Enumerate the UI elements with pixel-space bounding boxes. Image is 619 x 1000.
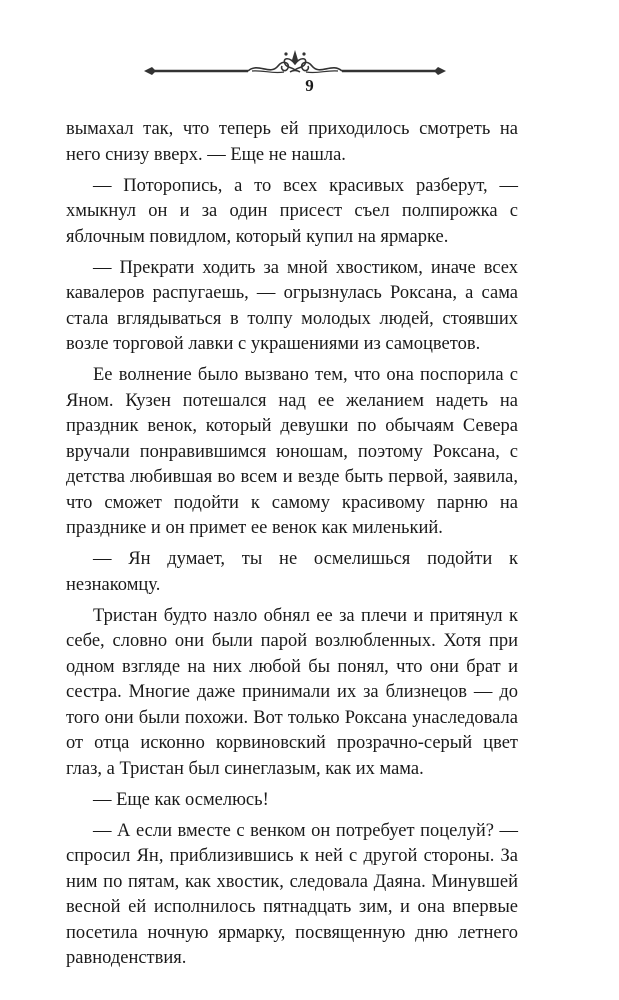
body-text: [66, 117, 518, 977]
page-number: 9: [305, 76, 314, 95]
paragraph: вымахал так, что теперь ей приходилось смотреть на него снизу вверх. — Еще не нашла.: [66, 119, 518, 165]
paragraph: — А если вместе с венком он потребует поцелуй? — спросил Ян, приблизившись к ней с другой стороны. За ним по пятам, как хвостик, следовала Даяна. Минувшей весной ей исполнилось пятнадцать зим, и она впервые посетила ночную ярмарку, посвященную дню летнего равноденствия.: [66, 820, 518, 968]
paragraph: Ее волнение было вызвано тем, что она поспорила с Яном. Кузен потешался над ее желанием надеть на праздник венок, который девушки по обычаям Севера вручали понравившимся юношам, поэтому Роксана, с детства любившая во всем и везде быть первой, заявила, что сможет подойти к самому красивому парню на празднике и он примет ее венок как миленький.: [66, 365, 518, 538]
paragraph: — Еще как осмелюсь!: [93, 789, 269, 810]
paragraph: — Поторопись, а то всех красивых разберут, — хмыкнул он и за один присест съел полпирожка с яблочным повидлом, который купил на ярмарке.: [66, 175, 518, 247]
paragraph: — Прекрати ходить за мной хвостиком, иначе всех кавалеров распугаешь, — огрызнулась Роксана, а сама стала вглядываться в толпу молодых людей, стоявших возле торговой лавки с украшениями из самоцветов.: [66, 257, 518, 354]
paragraph: Тристан будто назло обнял ее за плечи и притянул к себе, словно они были парой возлюбленных. Хотя при одном взгляде на них любой бы понял, что они брат и сестра. Многие даже принимали их за близнецов — до того они были похожи. Вот только Роксана унаследовала от отца исконно корвиновский прозрачно-серый цвет глаз, а Тристан был синеглазым, как их мама.: [66, 605, 518, 779]
paragraph: — Ян думает, ты не осмелишься подойти к незнакомцу.: [66, 549, 518, 595]
